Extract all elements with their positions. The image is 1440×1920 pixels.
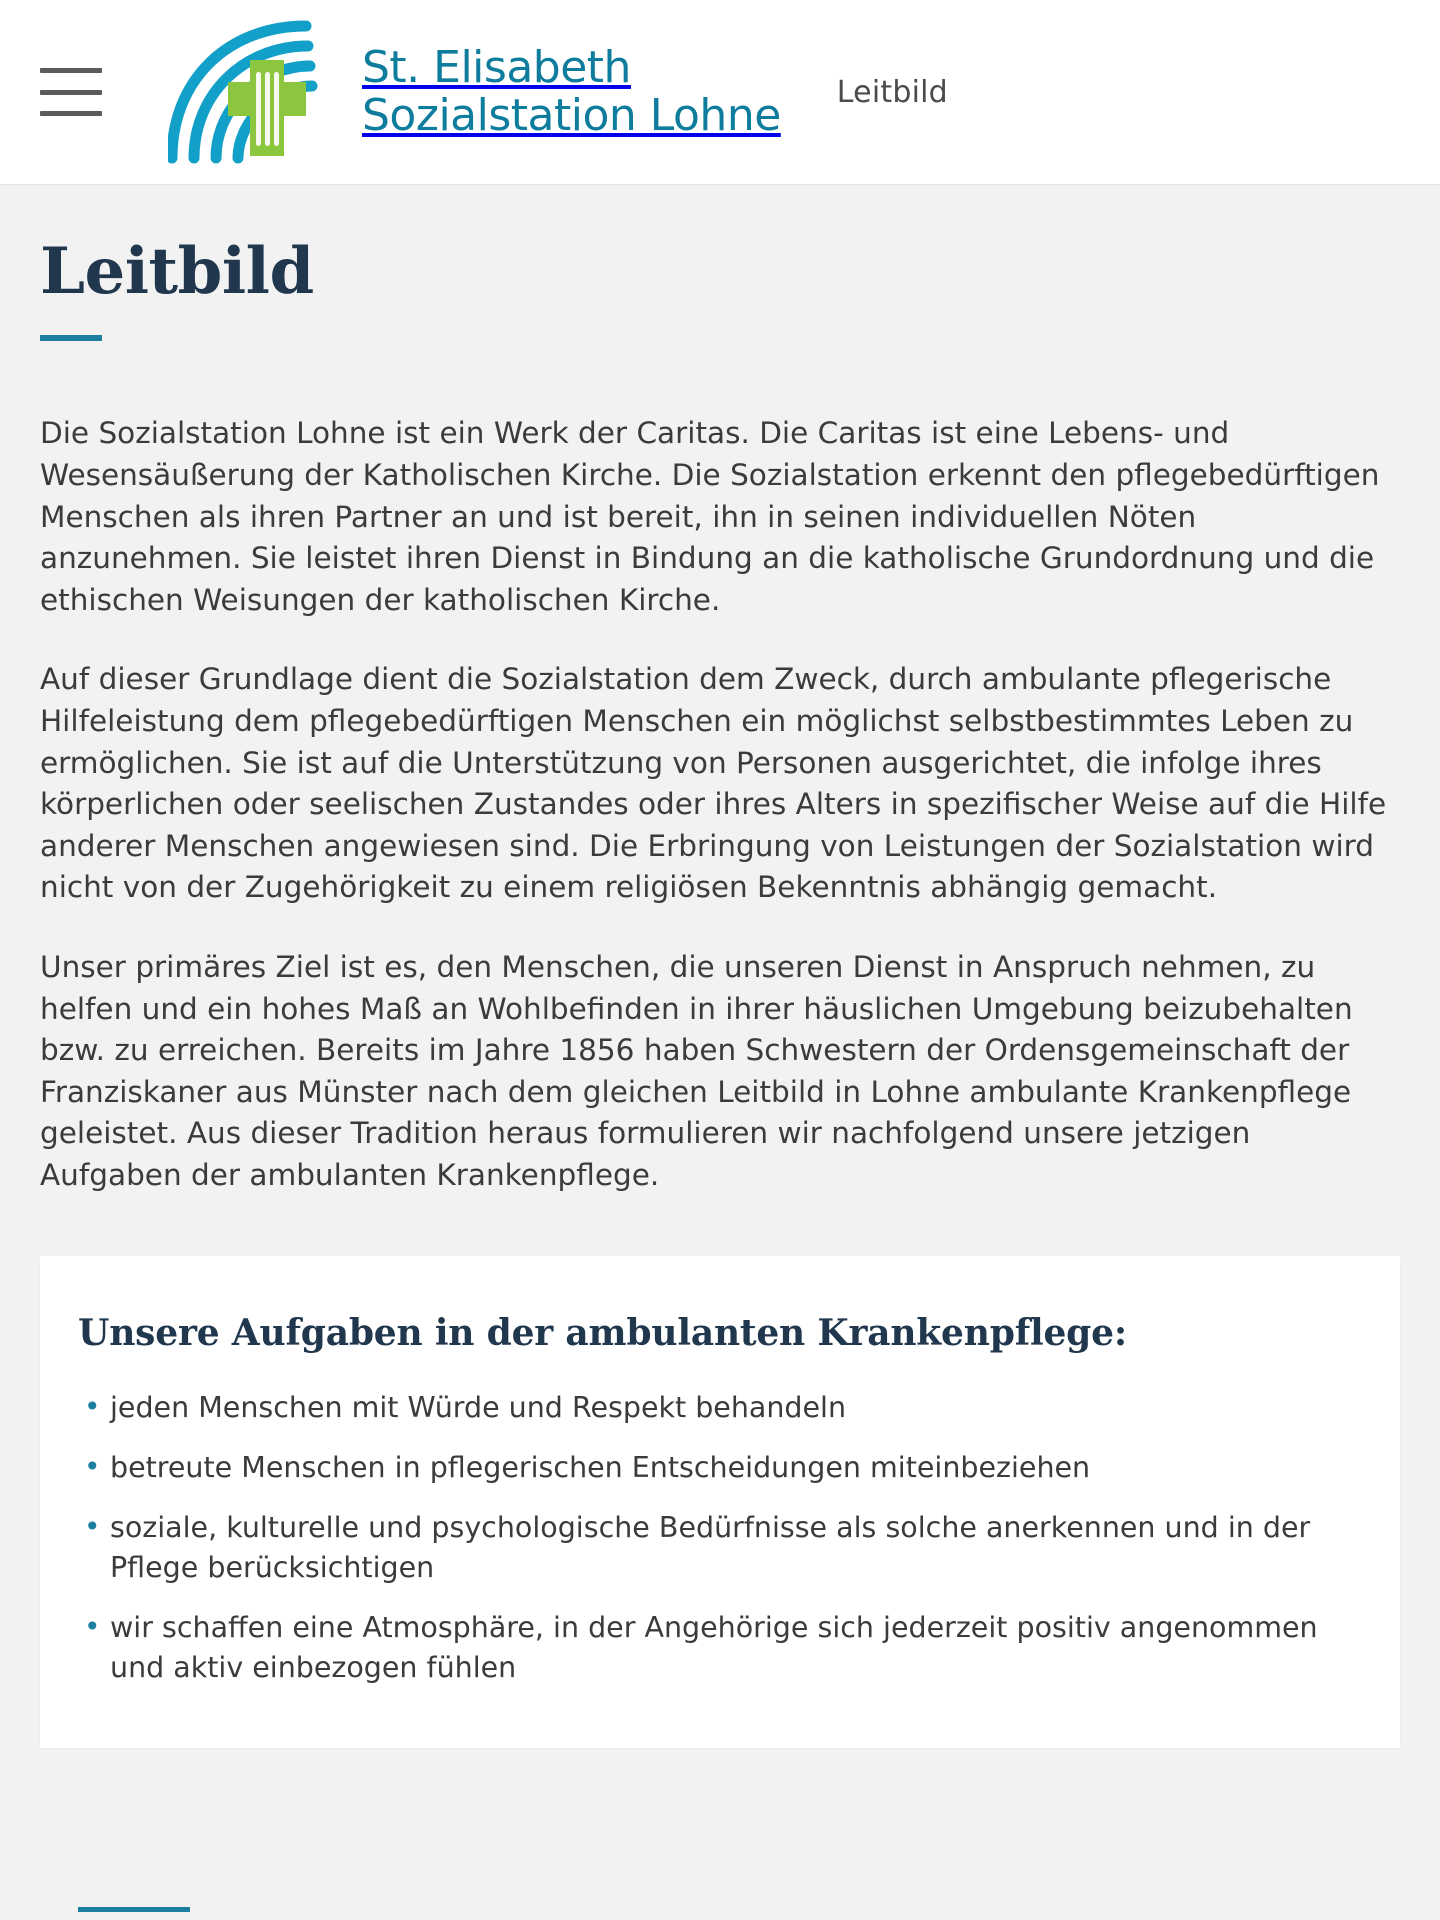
hamburger-bar-1 [40, 68, 102, 73]
main-content [0, 185, 1440, 1748]
site-logo[interactable] [168, 20, 781, 165]
title-underline-rule [40, 335, 102, 341]
site-header [0, 0, 1440, 185]
tasks-list [78, 1388, 1362, 1687]
hamburger-bar-2 [40, 90, 102, 95]
bottom-accent-rule [78, 1907, 190, 1912]
header-page-label: Leitbild [836, 74, 948, 110]
hamburger-menu-icon[interactable] [40, 68, 102, 116]
list-item: • betreute Menschen in pflegerischen Entscheidungen miteinbeziehen [78, 1448, 1362, 1488]
logo-line-1: St. Elisabeth [362, 42, 631, 94]
list-item: • wir schaffen eine Atmosphäre, in der Angehörige sich jederzeit positiv angenommen und aktiv einbezogen fühlen [78, 1608, 1362, 1688]
tasks-card [40, 1256, 1400, 1747]
hamburger-bar-3 [40, 111, 102, 116]
tasks-card-heading: Unsere Aufgaben in der ambulanten Krankenpflege: [78, 1312, 1127, 1355]
logo-line-2: Sozialstation Lohne [362, 90, 781, 141]
intro-paragraph-1: Die Sozialstation Lohne ist ein Werk der Caritas. Die Caritas ist eine Lebens- und Wesensäußerung der Katholischen Kirche. Die Sozialstation erkennt den pflegebedürftigen Menschen als ihren Partner an und ist bereit, ihn in seinen individuellen Nöten anzunehmen. Sie leistet ihren Dienst in Bindung an die katholische Grundordnung und die ethischen Weisungen der katholischen Kirche. [40, 416, 1380, 617]
list-item: • jeden Menschen mit Würde und Respekt behandeln [78, 1388, 1362, 1428]
intro-paragraph-3: Unser primäres Ziel ist es, den Menschen, die unseren Dienst in Anspruch nehmen, zu helfen und ein hohes Maß an Wohlbefinden in ihrer häuslichen Umgebung beizubehalten bzw. zu erreichen. Bereits im Jahre 1856 haben Schwestern der Ordensgemeinschaft der Franziskaner aus Münster nach dem gleichen Leitbild in Lohne ambulante Krankenpflege geleistet. Aus dieser Tradition heraus formulieren wir nachfolgend unsere jetzigen Aufgaben der ambulanten Krankenpflege. [40, 949, 1353, 1192]
list-item: • soziale, kulturelle und psychologische Bedürfnisse als solche anerkennen und in der Pflege berücksichtigen [78, 1508, 1362, 1588]
page-title: Leitbild [40, 234, 314, 309]
intro-paragraph-2: Auf dieser Grundlage dient die Sozialstation dem Zweck, durch ambulante pflegerische Hilfeleistung dem pflegebedürftigen Menschen ein möglichst selbstbestimmtes Leben zu ermöglichen. Sie ist auf die Unterstützung von Personen ausgerichtet, die infolge ihres körperlichen oder seelischen Zustandes oder ihres Alters in spezifischer Weise auf die Hilfe anderer Menschen angewiesen sind. Die Erbringung von Leistungen der Sozialstation wird nicht von der Zugehörigkeit zu einem religiösen Bekenntnis abhängig gemacht. [40, 662, 1387, 905]
cross-with-arcs-logo-icon [168, 20, 348, 165]
